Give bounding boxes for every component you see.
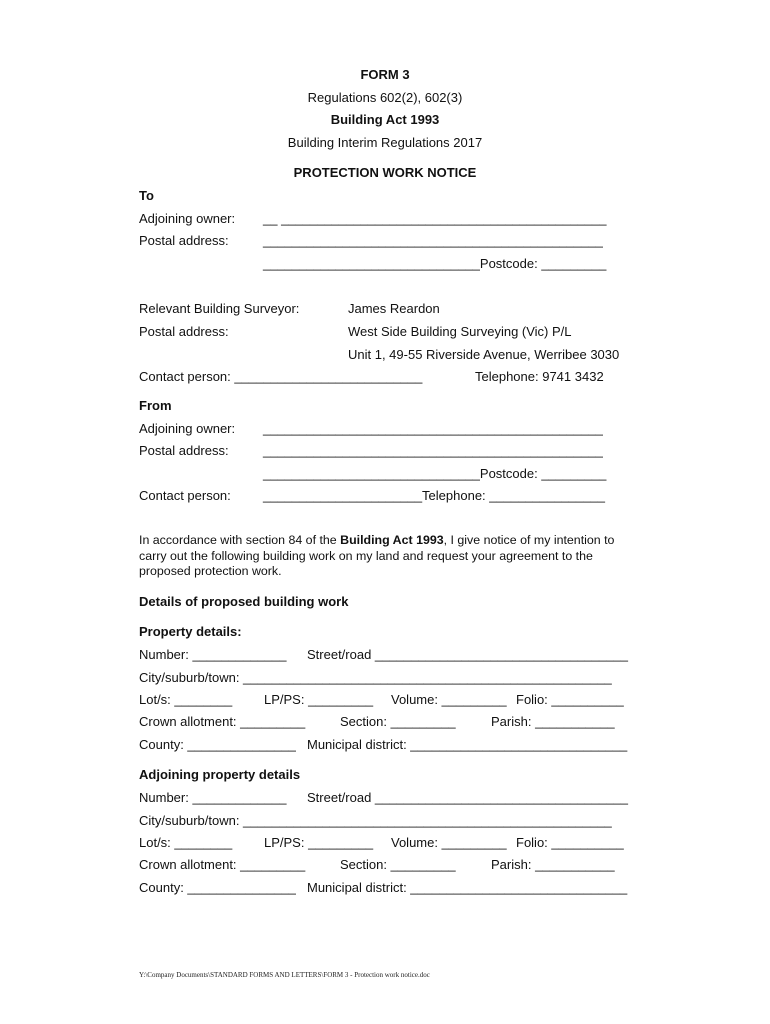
file-path-footer: Y:\Company Documents\STANDARD FORMS AND LETTERS\FORM 3 - Protection work notice.doc	[139, 971, 430, 979]
property-volume-field[interactable]: Volume: _________	[391, 692, 507, 707]
to-adjoining-owner-field[interactable]: __ _____________________________________________	[263, 211, 607, 226]
adjoining-property-heading: Adjoining property details	[139, 767, 301, 782]
from-adjoining-owner-label: Adjoining owner:	[139, 421, 236, 436]
form-number: FORM 3	[360, 67, 410, 82]
to-postal-address-label: Postal address:	[139, 233, 229, 248]
property-details-heading: Property details:	[139, 624, 242, 639]
act-title: Building Act 1993	[330, 112, 440, 127]
adjoining-lpps-field[interactable]: LP/PS: _________	[264, 835, 374, 850]
from-adjoining-owner-field[interactable]: _______________________________________________	[263, 421, 603, 436]
from-postal-address-field[interactable]: _______________________________________________	[263, 443, 603, 458]
adjoining-section-field[interactable]: Section: _________	[340, 857, 456, 872]
adjoining-number-field[interactable]: Number: _____________	[139, 790, 287, 805]
from-postcode-line[interactable]: ______________________________Postcode: _________	[263, 466, 607, 481]
adjoining-street-field[interactable]: Street/road ___________________________________	[307, 790, 628, 805]
property-city-field[interactable]: City/suburb/town: ___________________________________________________	[139, 670, 612, 685]
adjoining-county-field[interactable]: County: _______________	[139, 880, 296, 895]
from-contact-telephone-line[interactable]: ______________________Telephone: ________________	[263, 488, 605, 503]
property-lpps-field[interactable]: LP/PS: _________	[264, 692, 374, 707]
property-street-field[interactable]: Street/road ___________________________________	[307, 647, 628, 662]
adjoining-crown-allotment-field[interactable]: Crown allotment: _________	[139, 857, 306, 872]
to-postal-address-field[interactable]: _______________________________________________	[263, 233, 603, 248]
to-adjoining-owner-label: Adjoining owner:	[139, 211, 236, 226]
notice-act-name: Building Act 1993	[340, 533, 444, 547]
notice-paragraph	[139, 533, 639, 580]
property-section-field[interactable]: Section: _________	[340, 714, 456, 729]
surveyor-address-line2: Unit 1, 49-55 Riverside Avenue, Werribee 3030	[348, 347, 620, 362]
adjoining-city-field[interactable]: City/suburb/town: ___________________________________________________	[139, 813, 612, 828]
adjoining-parish-field[interactable]: Parish: ___________	[491, 857, 615, 872]
regulations-line: Regulations 602(2), 602(3)	[307, 90, 463, 105]
property-parish-field[interactable]: Parish: ___________	[491, 714, 615, 729]
property-folio-field[interactable]: Folio: __________	[516, 692, 624, 707]
surveyor-name: James Reardon	[348, 301, 440, 316]
surveyor-telephone: Telephone: 9741 3432	[475, 369, 604, 384]
interim-regulations: Building Interim Regulations 2017	[287, 135, 483, 150]
property-crown-allotment-field[interactable]: Crown allotment: _________	[139, 714, 306, 729]
adjoining-folio-field[interactable]: Folio: __________	[516, 835, 624, 850]
property-lot-field[interactable]: Lot/s: ________	[139, 692, 233, 707]
notice-text-part1: In accordance with section 84 of the	[139, 533, 341, 547]
property-county-field[interactable]: County: _______________	[139, 737, 296, 752]
surveyor-contact-person[interactable]: Contact person: __________________________	[139, 369, 423, 384]
surveyor-postal-label: Postal address:	[139, 324, 229, 339]
from-heading: From	[139, 398, 172, 413]
surveyor-address-line1: West Side Building Surveying (Vic) P/L	[348, 324, 572, 339]
to-postcode-line[interactable]: ______________________________Postcode: _________	[263, 256, 607, 271]
details-heading: Details of proposed building work	[139, 594, 349, 609]
page-title: PROTECTION WORK NOTICE	[293, 165, 477, 180]
notice-text-part2: , I give notice of my intention to carry out the following building work on my land and request your agreement to the proposed protection work.	[139, 533, 615, 578]
surveyor-label: Relevant Building Surveyor:	[139, 301, 300, 316]
from-postal-address-label: Postal address:	[139, 443, 229, 458]
adjoining-lot-field[interactable]: Lot/s: ________	[139, 835, 233, 850]
from-contact-label: Contact person:	[139, 488, 231, 503]
adjoining-municipal-district-field[interactable]: Municipal district: ______________________________	[307, 880, 628, 895]
to-heading: To	[139, 188, 154, 203]
adjoining-volume-field[interactable]: Volume: _________	[391, 835, 507, 850]
property-number-field[interactable]: Number: _____________	[139, 647, 287, 662]
property-municipal-district-field[interactable]: Municipal district: ______________________________	[307, 737, 628, 752]
